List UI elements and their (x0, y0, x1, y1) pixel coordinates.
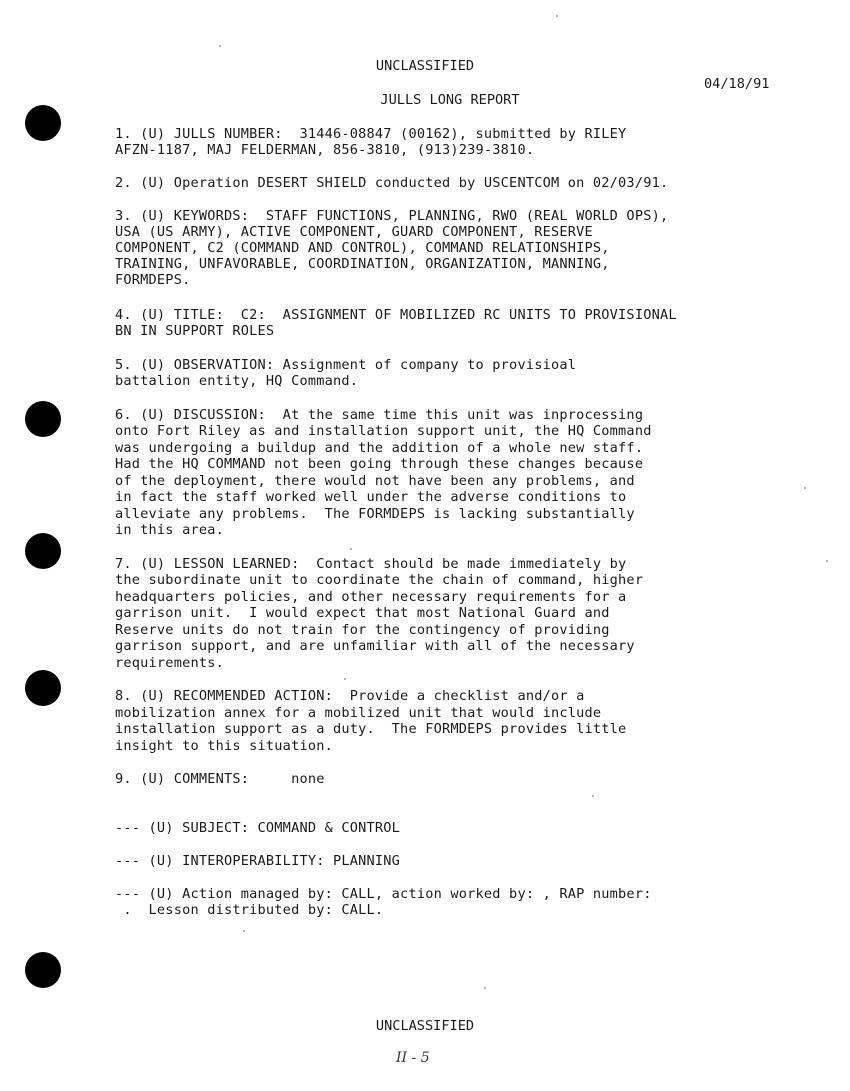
title-line: 4. (U) TITLE: C2: ASSIGNMENT OF MOBILIZED RC UNITS TO PROVISIONAL (115, 307, 677, 323)
binder-hole (25, 670, 61, 706)
discussion-line: onto Fort Riley as and installation support unit, the HQ Command (115, 423, 652, 439)
scan-speck (804, 487, 806, 489)
binder-hole (25, 533, 61, 569)
report-title: JULLS LONG REPORT (380, 92, 520, 108)
classification-footer: UNCLASSIFIED (375, 1018, 475, 1034)
classification-header: UNCLASSIFIED (375, 58, 475, 74)
operation-line: 2. (U) Operation DESERT SHIELD conducted by USCENTCOM on 02/03/91. (115, 175, 669, 191)
recommended-action-line: insight to this situation. (115, 738, 333, 754)
binder-hole (25, 952, 61, 988)
lesson-learned-line: the subordinate unit to coordinate the chain of command, higher (115, 572, 644, 588)
keywords-line: FORMDEPS. (115, 272, 191, 288)
discussion-line: in fact the staff worked well under the adverse conditions to (115, 489, 627, 505)
discussion-line: 6. (U) DISCUSSION: At the same time this unit was inprocessing (115, 407, 644, 423)
lesson-learned-line: Reserve units do not train for the contingency of providing (115, 622, 610, 638)
comments-line: 9. (U) COMMENTS: none (115, 771, 325, 787)
julls-number-line: 1. (U) JULLS NUMBER: 31446-08847 (00162), submitted by RILEY (115, 126, 627, 142)
scan-speck (344, 678, 346, 680)
discussion-line: Had the HQ COMMAND not been going through these changes because (115, 456, 644, 472)
lesson-learned-line: 7. (U) LESSON LEARNED: Contact should be made immediately by (115, 556, 627, 572)
recommended-action-line: mobilization annex for a mobilized unit that would include (115, 705, 602, 721)
recommended-action-line: installation support as a duty. The FORMDEPS provides little (115, 721, 627, 737)
lesson-learned-line: garrison support, and are unfamiliar with all of the necessary (115, 638, 635, 654)
scan-speck (350, 548, 352, 550)
action-managed-line: --- (U) Action managed by: CALL, action worked by: , RAP number: (115, 886, 652, 902)
discussion-line: alleviate any problems. The FORMDEPS is lacking substantially (115, 506, 635, 522)
lesson-learned-line: garrison unit. I would expect that most National Guard and (115, 605, 610, 621)
keywords-line: TRAINING, UNFAVORABLE, COORDINATION, ORGANIZATION, MANNING, (115, 256, 610, 272)
binder-hole (25, 105, 61, 141)
lesson-learned-line: requirements. (115, 655, 224, 671)
scan-speck (243, 930, 245, 932)
keywords-line: 3. (U) KEYWORDS: STAFF FUNCTIONS, PLANNING, RWO (REAL WORLD OPS), (115, 208, 669, 224)
discussion-line: in this area. (115, 522, 224, 538)
interoperability-line: --- (U) INTEROPERABILITY: PLANNING (115, 853, 401, 869)
discussion-line: was undergoing a buildup and the addition of a whole new staff. (115, 440, 644, 456)
keywords-line: USA (US ARMY), ACTIVE COMPONENT, GUARD COMPONENT, RESERVE (115, 224, 593, 240)
discussion-line: of the deployment, there would not have been any problems, and (115, 473, 635, 489)
recommended-action-line: 8. (U) RECOMMENDED ACTION: Provide a checklist and/or a (115, 688, 585, 704)
observation-line: battalion entity, HQ Command. (115, 373, 359, 389)
binder-hole (25, 401, 61, 437)
title-line: BN IN SUPPORT ROLES (115, 323, 275, 339)
julls-number-line: AFZN-1187, MAJ FELDERMAN, 856-3810, (913)239-3810. (115, 142, 535, 158)
page-number: II - 5 (396, 1050, 430, 1066)
lesson-learned-line: headquarters policies, and other necessary requirements for a (115, 589, 627, 605)
keywords-line: COMPONENT, C2 (COMMAND AND CONTROL), COMMAND RELATIONSHIPS, (115, 240, 610, 256)
observation-line: 5. (U) OBSERVATION: Assignment of company to provisioal (115, 357, 577, 373)
scan-speck (592, 795, 594, 797)
scan-speck (556, 15, 558, 17)
subject-line: --- (U) SUBJECT: COMMAND & CONTROL (115, 820, 401, 836)
scan-speck (484, 987, 486, 989)
scan-speck (219, 45, 221, 47)
scan-speck (826, 560, 828, 562)
action-managed-line: . Lesson distributed by: CALL. (115, 902, 384, 918)
report-date: 04/18/91 (704, 76, 770, 92)
